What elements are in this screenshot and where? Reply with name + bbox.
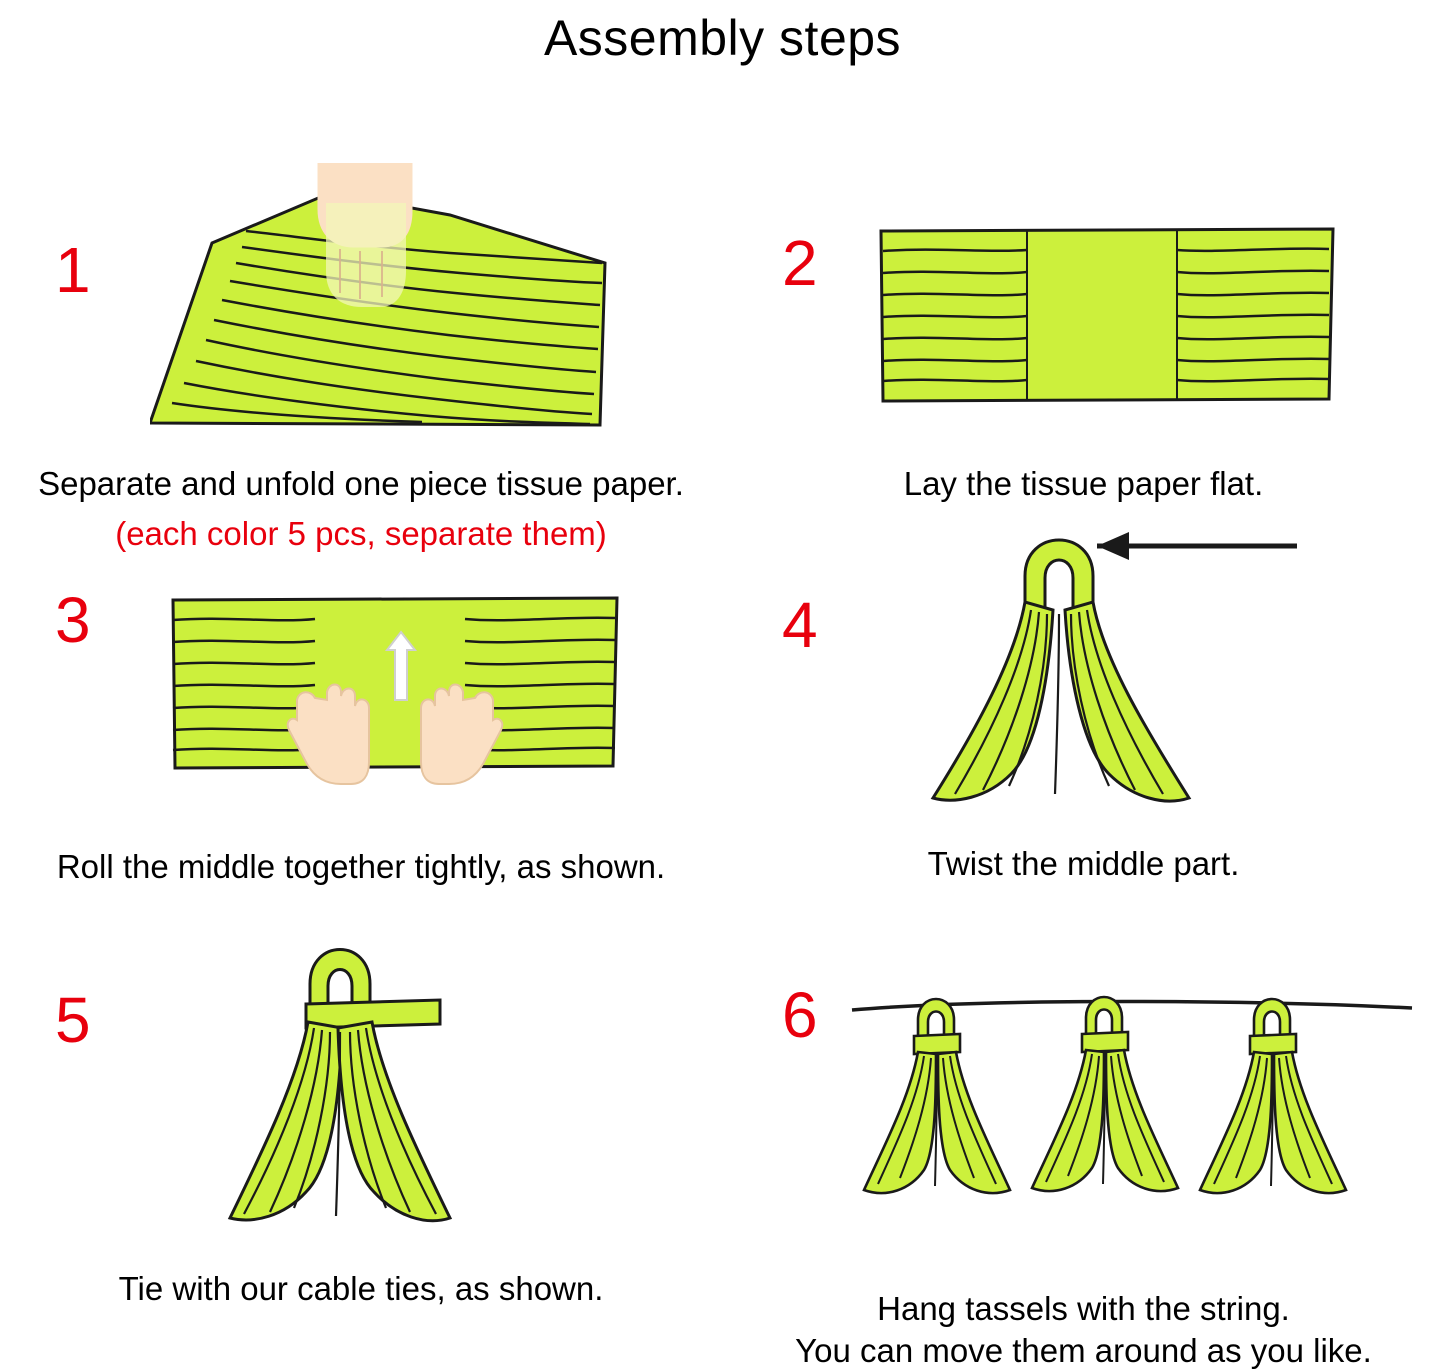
arrow-icon bbox=[1097, 532, 1297, 560]
step-3-illustration bbox=[165, 588, 625, 838]
step-6-caption-line2: You can move them around as you like. bbox=[795, 1332, 1372, 1369]
step-6-caption: Hang tassels with the string. bbox=[877, 1290, 1290, 1327]
step-3-caption: Roll the middle together tightly, as shown. bbox=[56, 848, 666, 885]
step-1-caption: Separate and unfold one piece tissue paper. bbox=[38, 465, 684, 502]
step-3-number: 3 bbox=[55, 584, 91, 656]
step-6-illustration bbox=[832, 978, 1432, 1258]
step-4 bbox=[722, 498, 1445, 988]
step-1-number: 1 bbox=[55, 234, 91, 306]
step-5 bbox=[0, 928, 722, 1368]
step-6 bbox=[722, 928, 1445, 1368]
step-2-caption: Lay the tissue paper flat. bbox=[903, 465, 1264, 502]
step-5-caption: Tie with our cable ties, as shown. bbox=[118, 1270, 604, 1307]
step-5-illustration bbox=[210, 928, 550, 1258]
step-2-illustration bbox=[877, 223, 1337, 423]
step-1 bbox=[0, 163, 722, 593]
step-1-illustration bbox=[150, 163, 630, 443]
step-4-number: 4 bbox=[782, 589, 818, 661]
step-3 bbox=[0, 568, 722, 988]
step-1-note: (each color 5 pcs, separate them) bbox=[115, 515, 607, 552]
step-4-caption: Twist the middle part. bbox=[927, 845, 1240, 882]
page-title: Assembly steps bbox=[543, 10, 902, 66]
step-6-number: 6 bbox=[782, 979, 818, 1051]
step-5-number: 5 bbox=[55, 984, 91, 1056]
step-4-illustration bbox=[897, 498, 1337, 828]
step-2-number: 2 bbox=[782, 227, 818, 299]
